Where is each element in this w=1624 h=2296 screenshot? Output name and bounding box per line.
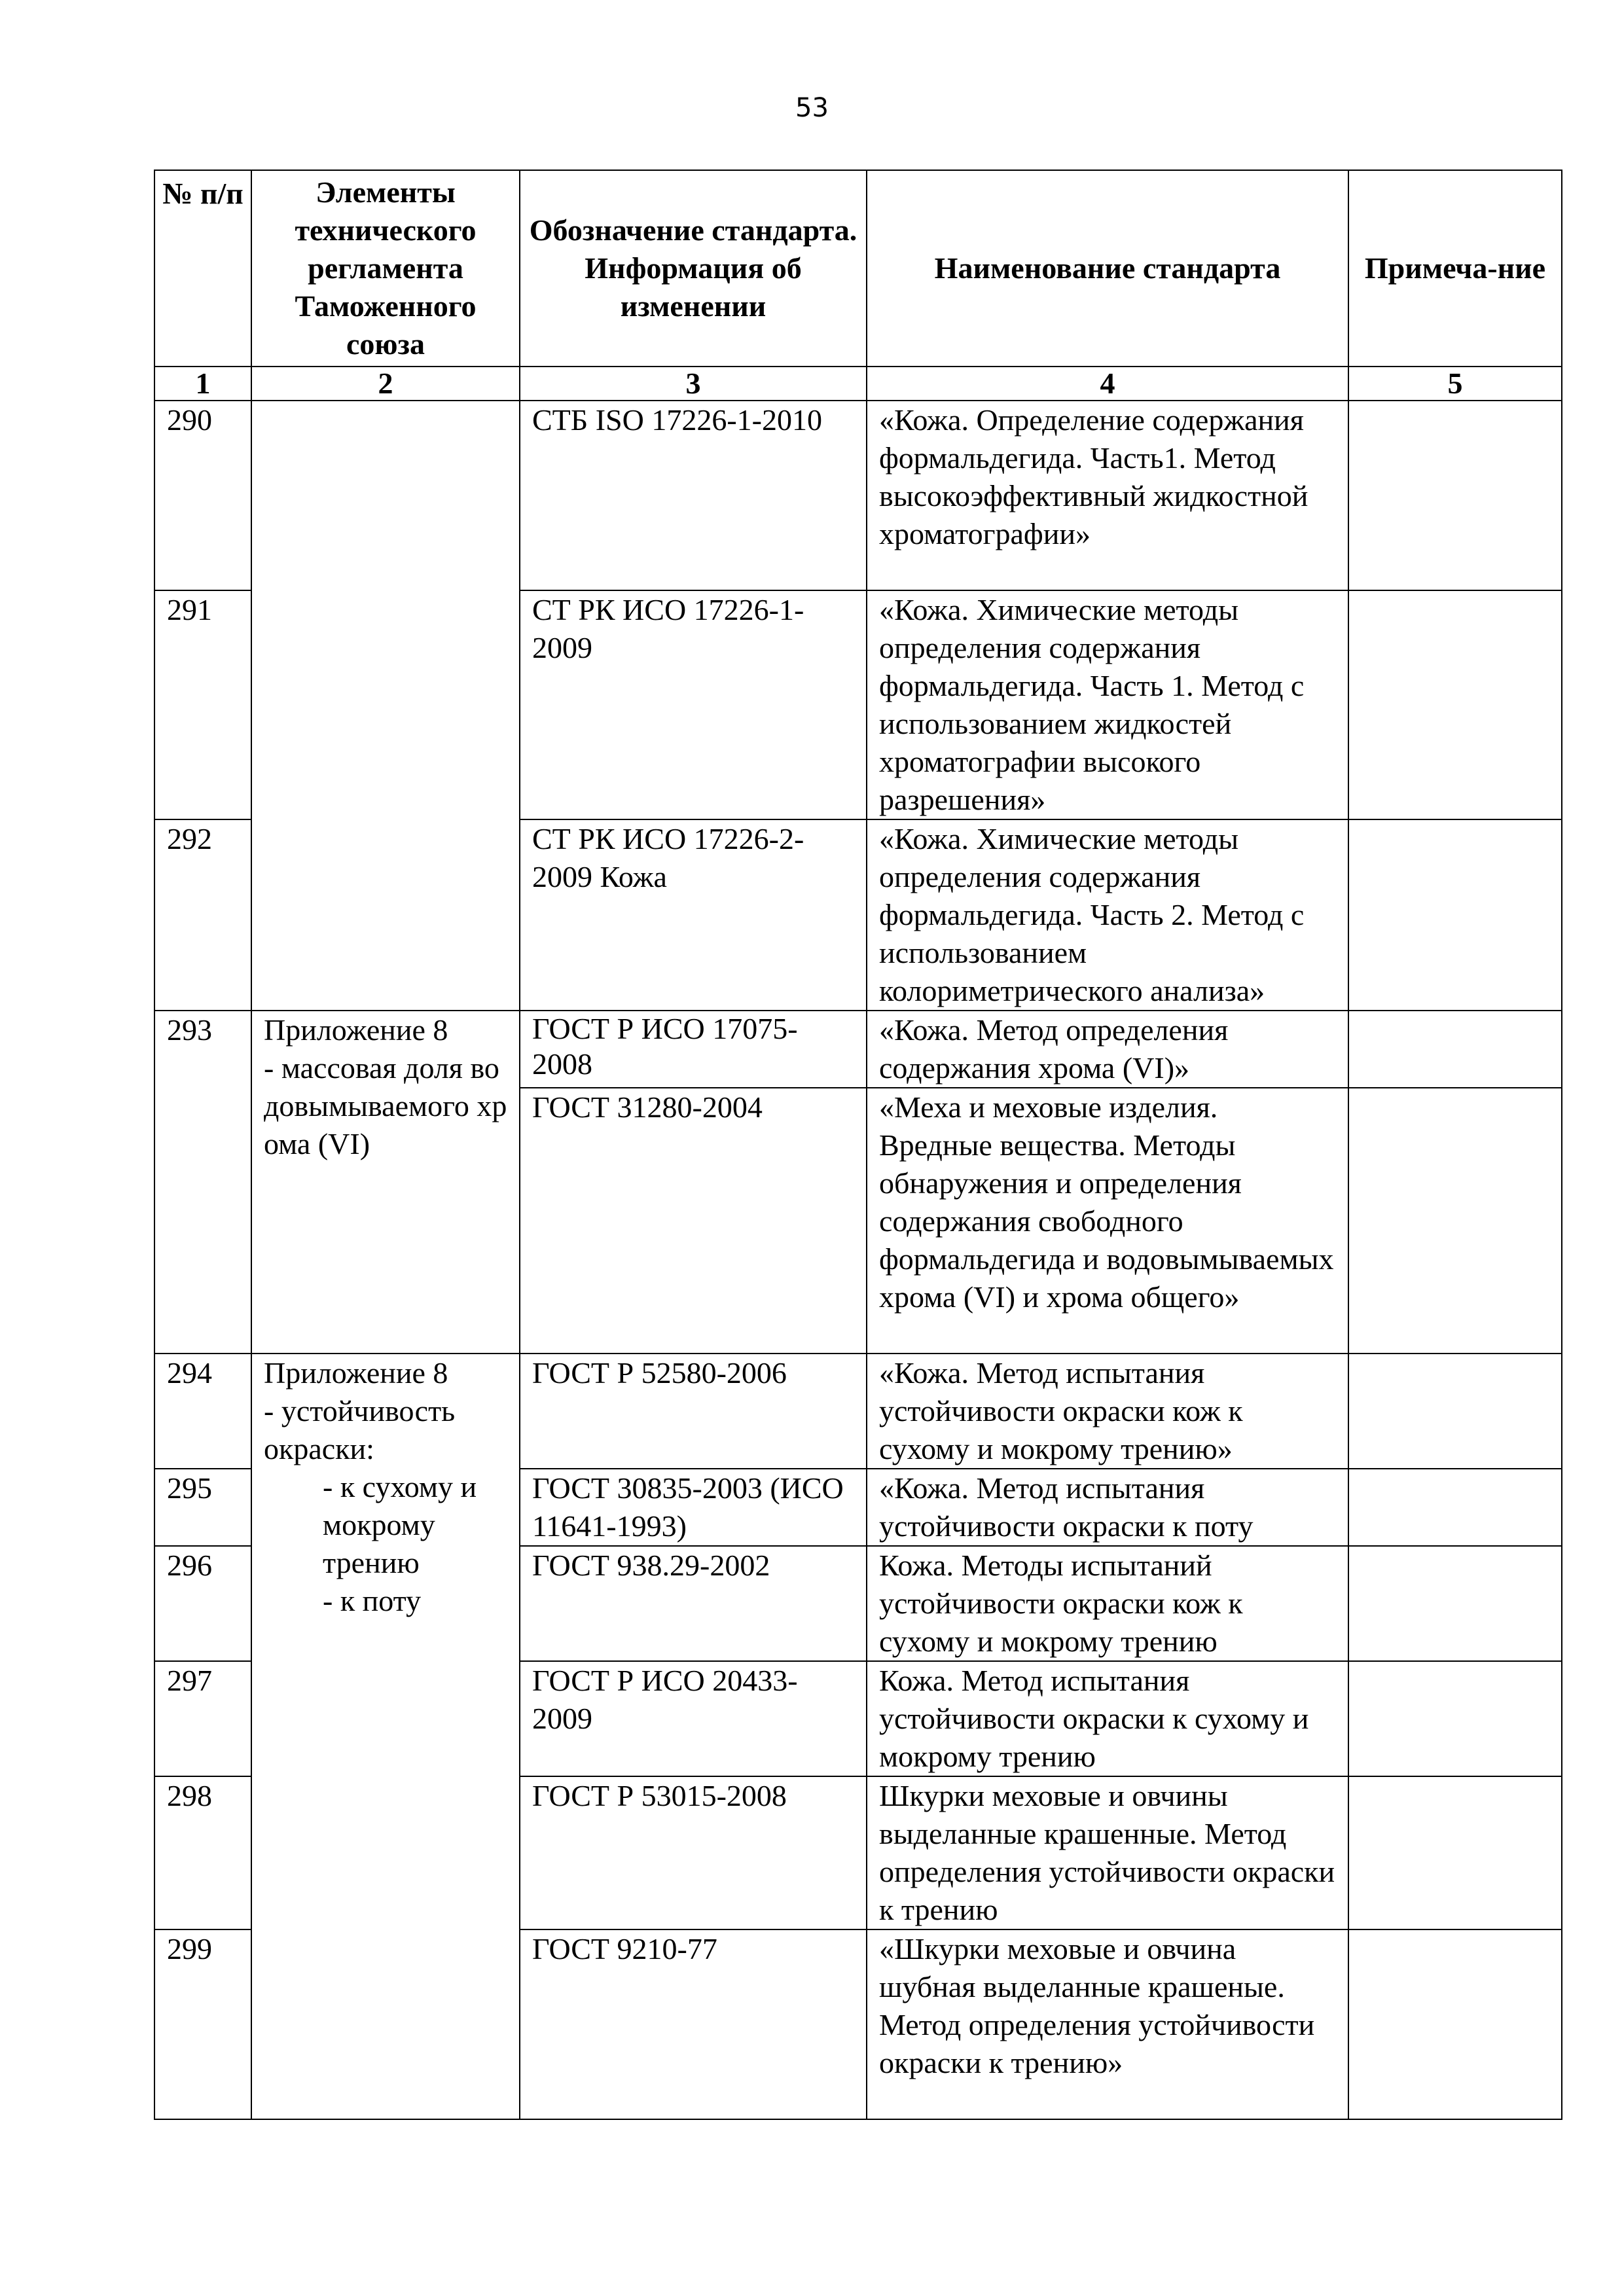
standard-designation: ГОСТ 31280-2004: [520, 1088, 867, 1354]
standard-designation: ГОСТ Р 53015-2008: [520, 1776, 867, 1929]
header-elements: Элементы технического регламента Таможенного союза: [251, 170, 520, 367]
column-number: 1: [154, 367, 251, 401]
row-note: [1348, 1661, 1562, 1776]
header-number: № п/п: [154, 170, 251, 367]
row-note: [1348, 1354, 1562, 1469]
column-numbers-row: [154, 367, 1562, 401]
column-number: 5: [1348, 367, 1562, 401]
row-number: 290: [154, 401, 251, 590]
standard-name: «Кожа. Метод определения содержания хрома (VI)»: [867, 1011, 1348, 1088]
row-number: 295: [154, 1469, 251, 1546]
row-note: [1348, 1546, 1562, 1661]
standard-name: Кожа. Метод испытания устойчивости окраски к сухому и мокрому трению: [867, 1661, 1348, 1776]
element-line: - к поту: [323, 1584, 422, 1617]
header-note: Примеча-ние: [1348, 170, 1562, 367]
row-note: [1348, 1088, 1562, 1354]
standard-name: «Кожа. Химические методы определения содержания формальдегида. Часть 1. Метод с использованием жидкостей хроматографии высокого разрешения»: [867, 590, 1348, 819]
standard-name: «Шкурки меховые и овчина шубная выделанные крашеные. Метод определения устойчивости окраски к трению»: [867, 1929, 1348, 2119]
row-note: [1348, 401, 1562, 590]
standard-designation: СТБ ISO 17226-1-2010: [520, 401, 867, 590]
standard-designation: СТ РК ИСО 17226-1-2009: [520, 590, 867, 819]
element-line: Приложение 8: [264, 1356, 448, 1390]
standard-name: «Кожа. Определение содержания формальдегида. Часть1. Метод высокоэффективный жидкостной хроматографии»: [867, 401, 1348, 590]
standard-name: Шкурки меховые и овчины выделанные крашенные. Метод определения устойчивости окраски к трению: [867, 1776, 1348, 1929]
row-note: [1348, 1776, 1562, 1929]
standard-name: «Кожа. Метод испытания устойчивости окраски кож к сухому и мокрому трению»: [867, 1354, 1348, 1469]
header-designation: Обозначение стандарта. Информация об изменении: [520, 170, 867, 367]
standards-table: [154, 170, 1562, 2120]
table-header-row: [154, 170, 1562, 367]
standard-designation: ГОСТ Р 52580-2006: [520, 1354, 867, 1469]
row-number: 297: [154, 1661, 251, 1776]
column-number: 4: [867, 367, 1348, 401]
row-number: 298: [154, 1776, 251, 1929]
element-line: - к сухому и мокрому трению: [323, 1470, 477, 1579]
row-note: [1348, 819, 1562, 1011]
regulation-element-chromium: [251, 1011, 520, 1354]
row-note: [1348, 1929, 1562, 2119]
row-number: 291: [154, 590, 251, 819]
row-note: [1348, 1011, 1562, 1088]
standard-designation: ГОСТ 938.29-2002: [520, 1546, 867, 1661]
standard-designation: ГОСТ 30835-2003 (ИСО 11641-1993): [520, 1469, 867, 1546]
row-number: 294: [154, 1354, 251, 1469]
column-number: 2: [251, 367, 520, 401]
element-line: - устойчивость окраски:: [264, 1394, 456, 1465]
standard-name: «Кожа. Химические методы определения содержания формальдегида. Часть 2. Метод с использованием колориметрического анализа»: [867, 819, 1348, 1011]
element-line: Приложение 8: [264, 1013, 448, 1047]
table-row: [154, 401, 1562, 590]
row-note: [1348, 590, 1562, 819]
standard-designation: ГОСТ Р ИСО 17075-2008: [520, 1011, 867, 1088]
standard-designation: ГОСТ Р ИСО 20433-2009: [520, 1661, 867, 1776]
column-number: 3: [520, 367, 867, 401]
standard-designation: СТ РК ИСО 17226-2-2009 Кожа: [520, 819, 867, 1011]
standard-designation: ГОСТ 9210-77: [520, 1929, 867, 2119]
standard-name: «Кожа. Метод испытания устойчивости окраски к поту: [867, 1469, 1348, 1546]
table-row: [154, 1354, 1562, 1469]
row-number: 292: [154, 819, 251, 1011]
row-element-empty: [251, 401, 520, 1011]
page-number: 53: [795, 93, 829, 123]
row-note: [1348, 1469, 1562, 1546]
row-number: 299: [154, 1929, 251, 2119]
standard-name: Кожа. Методы испытаний устойчивости окраски кож к сухому и мокрому трению: [867, 1546, 1348, 1661]
regulation-element-colorfastness: [251, 1354, 520, 2119]
standard-name: «Меха и меховые изделия. Вредные вещества. Методы обнаружения и определения содержания свободного формальдегида и водовымываемых хрома (VI) и хрома общего»: [867, 1088, 1348, 1354]
element-line: - массовая доля водовымываемого хрома (VI): [264, 1051, 507, 1160]
header-standard-name: Наименование стандарта: [867, 170, 1348, 367]
row-number: 296: [154, 1546, 251, 1661]
row-number: 293: [154, 1011, 251, 1354]
table-row: [154, 1011, 1562, 1088]
